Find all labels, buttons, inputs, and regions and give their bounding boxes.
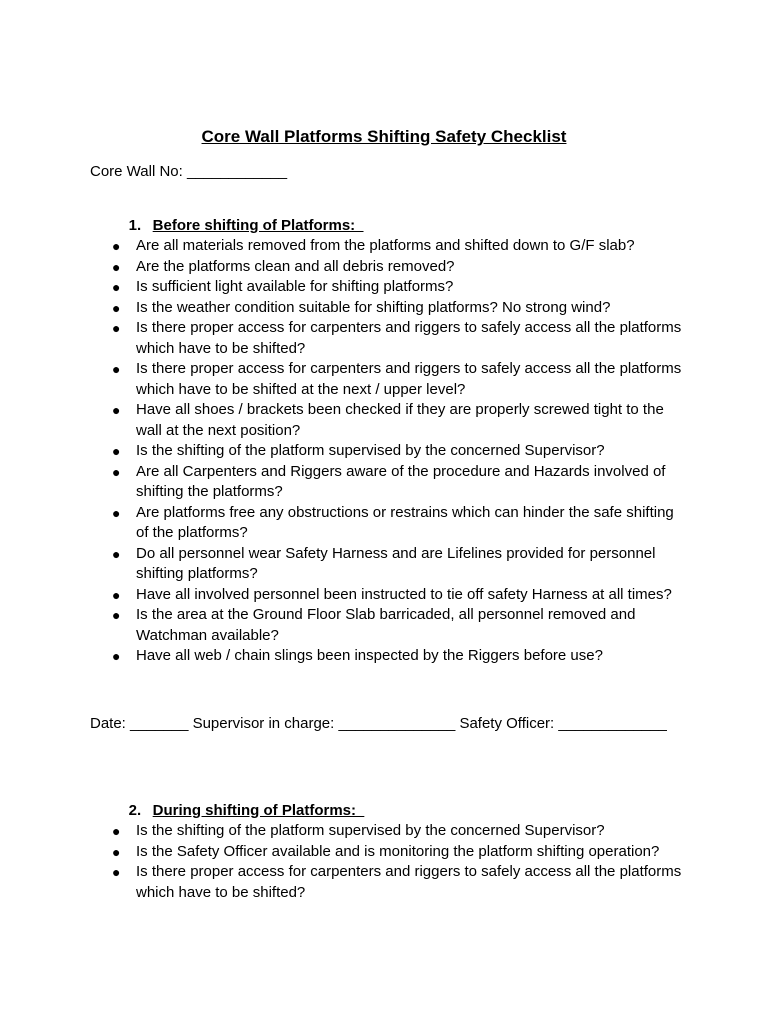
section-number: 2. <box>128 801 142 819</box>
checklist-item <box>110 359 690 400</box>
bullet-icon: ● <box>112 279 121 295</box>
bullet-icon: ● <box>112 586 121 603</box>
bullet-icon: ● <box>112 463 121 480</box>
checklist-item <box>110 862 690 903</box>
checklist-item-text: Is the weather condition suitable for shifting platforms? No strong wind? <box>136 298 611 316</box>
checklist-item <box>110 441 690 462</box>
bullet-icon: ● <box>112 402 121 418</box>
checklist-item-text: Are platforms free any obstructions or restrains which can hinder the safe shifting of the platforms? <box>136 503 674 541</box>
checklist-item <box>110 462 690 503</box>
bullet-icon: ● <box>112 864 121 880</box>
bullet-icon: ● <box>112 443 121 459</box>
checklist-item-text: Are all Carpenters and Riggers aware of the procedure and Hazards involved of shifting the platforms? <box>136 462 666 500</box>
section-label: During shifting of Platforms: <box>152 801 365 819</box>
checklist-item <box>110 821 690 842</box>
core-wall-number-line: Core Wall No: ____________ <box>90 163 288 180</box>
checklist-item-text: Is the shifting of the platform supervised by the concerned Supervisor? <box>136 442 605 459</box>
signoff-line: Date: _______ Supervisor in charge: ______________ Safety Officer: _____________ <box>90 715 667 732</box>
checklist-item <box>110 503 690 544</box>
checklist-item <box>110 400 690 441</box>
checklist-item <box>110 585 690 606</box>
checklist-item-text: Is there proper access for carpenters and riggers to safely access all the platforms which have to be shifted at the next / upper level? <box>136 360 682 398</box>
checklist-item <box>110 605 690 646</box>
checklist-item <box>110 318 690 359</box>
bullet-icon: ● <box>112 361 121 377</box>
checklist-item-text: Have all shoes / brackets been checked if they are properly screwed tight to the wall at the next position? <box>136 401 664 439</box>
checklist-item <box>110 277 690 298</box>
checklist-item-text: Is the shifting of the platform supervised by the concerned Supervisor? <box>136 822 605 839</box>
checklist-item <box>110 842 690 863</box>
bullet-icon: ● <box>112 607 121 623</box>
checklist-item <box>110 257 690 278</box>
bullet-icon: ● <box>112 238 121 254</box>
bullet-icon: ● <box>112 545 121 562</box>
checklist-item <box>110 544 690 585</box>
bullet-icon: ● <box>112 843 121 860</box>
bullet-icon: ● <box>112 258 121 275</box>
checklist-item-text: Are all materials removed from the platforms and shifted down to G/F slab? <box>136 237 635 254</box>
document-title: Core Wall Platforms Shifting Safety Checklist <box>201 127 567 146</box>
bullet-icon: ● <box>112 504 121 521</box>
bullet-icon: ● <box>112 823 121 839</box>
bullet-icon: ● <box>112 299 121 316</box>
checklist-item-text: Is there proper access for carpenters and riggers to safely access all the platforms which have to be shifted? <box>136 863 682 901</box>
section-label: Before shifting of Platforms: <box>152 216 364 234</box>
bullet-icon: ● <box>112 320 121 336</box>
checklist-item-text: Is the Safety Officer available and is monitoring the platform shifting operation? <box>136 842 660 860</box>
checklist-before-shifting <box>110 236 690 667</box>
checklist-item-text: Have all involved personnel been instructed to tie off safety Harness at all times? <box>136 585 672 603</box>
checklist-item-text: Is there proper access for carpenters and riggers to safely access all the platforms which have to be shifted? <box>136 319 682 357</box>
checklist-item-text: Do all personnel wear Safety Harness and are Lifelines provided for personnel shifting platforms? <box>136 544 656 582</box>
checklist-item <box>110 236 690 257</box>
checklist-item <box>110 646 690 667</box>
checklist-during-shifting <box>110 821 690 903</box>
checklist-item-text: Have all web / chain slings been inspected by the Riggers before use? <box>136 647 603 664</box>
bullet-icon: ● <box>112 648 121 664</box>
checklist-item-text: Are the platforms clean and all debris removed? <box>136 257 455 275</box>
checklist-item <box>110 298 690 319</box>
section-number: 1. <box>128 216 142 234</box>
checklist-item-text: Is the area at the Ground Floor Slab barricaded, all personnel removed and Watchman available? <box>136 606 636 644</box>
checklist-item-text: Is sufficient light available for shifting platforms? <box>136 278 454 295</box>
